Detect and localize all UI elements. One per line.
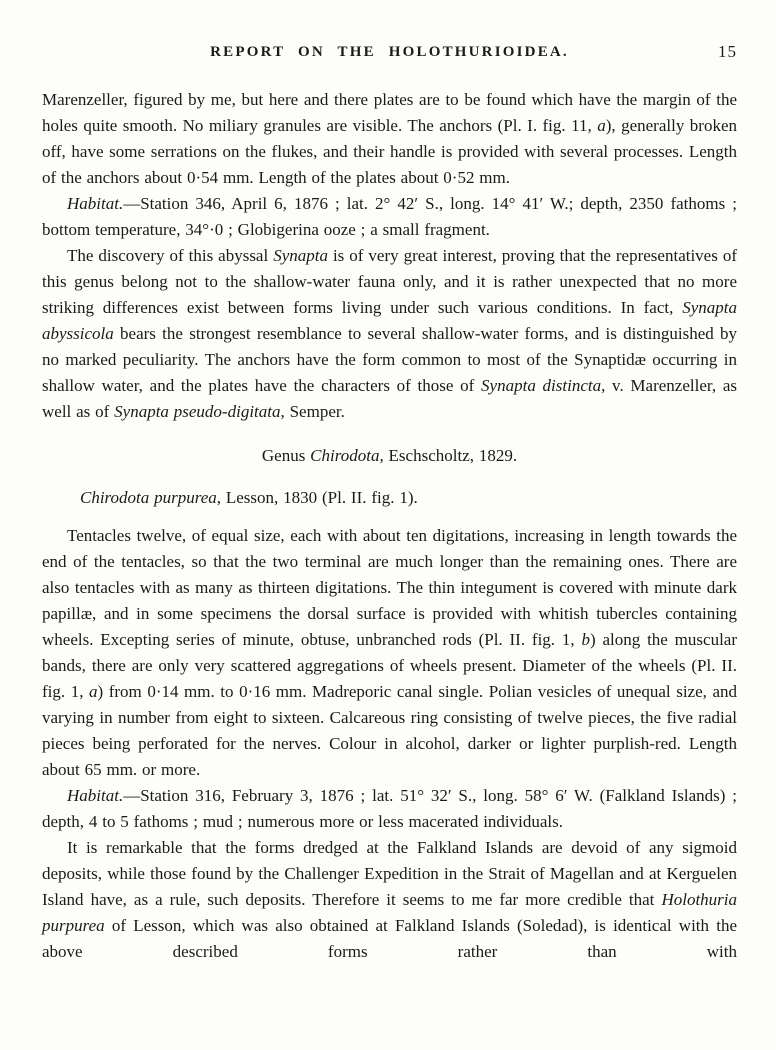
paragraph-anchors-and-plates bbox=[42, 87, 737, 191]
paragraph-species-description bbox=[42, 523, 737, 783]
text-segment-italic: Holothuria purpurea bbox=[42, 890, 737, 935]
text-segment-italic: Synapta abyssicola bbox=[42, 298, 737, 343]
paragraph-falkland-remark bbox=[42, 835, 737, 965]
text-segment-italic: Habitat. bbox=[67, 786, 124, 805]
species-title-line bbox=[42, 485, 737, 511]
text-segment: —Station 316, February 3, 1876 ; lat. 51° 32′ S., long. 58° 6′ W. (Falkland Islands) ; depth, 4 to 5 fathoms ; mud ; numerous more or less macerated individuals. bbox=[42, 786, 737, 831]
text-segment: , v. Marenzeller, as well as of bbox=[42, 376, 737, 421]
text-segment: Tentacles twelve, of equal size, each with about ten digitations, increasing in length towards the end of the tentacles, so that the two terminal are much longer than the remaining ones. There are also tentacles with as many as thirteen digitations. The thin integument is covered with minute dark papillæ, and in some specimens the dorsal surface is provided with whitish tubercles containing wheels. Excepting series of minute, obtuse, unbranched rods (Pl. II. fig. 1, bbox=[42, 526, 737, 649]
paragraph-habitat-station-316 bbox=[42, 783, 737, 835]
text-segment: —Station 346, April 6, 1876 ; lat. 2° 42′ S., long. 14° 41′ W.; depth, 2350 fathoms ; bottom temperature, 34°·0 ; Globigerina ooze ; a small fragment. bbox=[42, 194, 737, 239]
text-segment-italic: a bbox=[89, 682, 98, 701]
page-body-text bbox=[42, 87, 737, 965]
text-segment-italic: b bbox=[581, 630, 590, 649]
paragraph-habitat-station-346 bbox=[42, 191, 737, 243]
text-segment: Genus bbox=[261, 446, 311, 465]
text-segment: The discovery of this abyssal bbox=[67, 246, 274, 265]
text-segment: ), generally broken off, have some serrations on the flukes, and their handle is provided with several processes. Length of the anchors about 0·54 mm. Length of the plates about 0·52 mm. bbox=[42, 116, 737, 187]
text-segment-italic: a bbox=[597, 116, 606, 135]
text-segment: , Lesson, 1830 (Pl. II. fig. 1). bbox=[216, 488, 418, 507]
text-segment: ) from 0·14 mm. to 0·16 mm. Madreporic canal single. Polian vesicles of unequal size, and varying in number from eight to sixteen. Calcareous ring consisting of twelve pieces, the five radial pieces being perforated for the nerves. Colour in alcohol, darker or lighter purplish-red. Length about 65 mm. or more. bbox=[42, 682, 737, 779]
text-segment-italic: Chirodota purpurea bbox=[80, 488, 217, 507]
text-segment: ) along the muscular bands, there are only very scattered aggregations of wheels present. Diameter of the wheels (Pl. II. fig. 1, bbox=[42, 630, 737, 701]
text-segment: It is remarkable that the forms dredged at the Falkland Islands are devoid of any sigmoid deposits, while those found by the Challenger Expedition in the Strait of Magellan and at Kerguelen Island have, as a rule, such deposits. Therefore it seems to me far more credible that bbox=[42, 838, 737, 909]
text-segment: bears the strongest resemblance to several shallow-water forms, and is distinguished by no marked peculiarity. The anchors have the form common to most of the Synaptidæ occurring in shallow water, and the plates have the characters of those of bbox=[42, 324, 737, 395]
text-segment: , Eschscholtz, 1829. bbox=[379, 446, 518, 465]
text-segment-italic: Synapta bbox=[273, 246, 328, 265]
text-segment: of Lesson, which was also obtained at Falkland Islands (Soledad), is identical with the above described forms rather than with bbox=[42, 916, 737, 961]
text-segment-italic: Habitat. bbox=[67, 194, 124, 213]
paragraph-discovery-abyssal-synapta bbox=[42, 243, 737, 425]
text-segment: , Semper. bbox=[280, 402, 345, 421]
text-segment-italic: Synapta distincta bbox=[481, 376, 602, 395]
text-segment: Marenzeller, figured by me, but here and there plates are to be found which have the margin of the holes quite smooth. No miliary granules are visible. The anchors (Pl. I. fig. 11, bbox=[42, 90, 737, 135]
genus-heading bbox=[42, 443, 737, 469]
page-number: 15 bbox=[718, 42, 737, 61]
running-head bbox=[42, 44, 737, 66]
page-title: REPORT ON THE HOLOTHURIOIDEA. bbox=[210, 44, 569, 60]
text-segment: is of very great interest, proving that the representatives of this genus belong not to the shallow-water fauna only, and it is rather unexpected that no more striking differences exist between forms living under such various conditions. In fact, bbox=[42, 246, 737, 317]
text-segment-italic: Chirodota bbox=[310, 446, 380, 465]
text-segment-italic: Synapta pseudo-digitata bbox=[114, 402, 281, 421]
